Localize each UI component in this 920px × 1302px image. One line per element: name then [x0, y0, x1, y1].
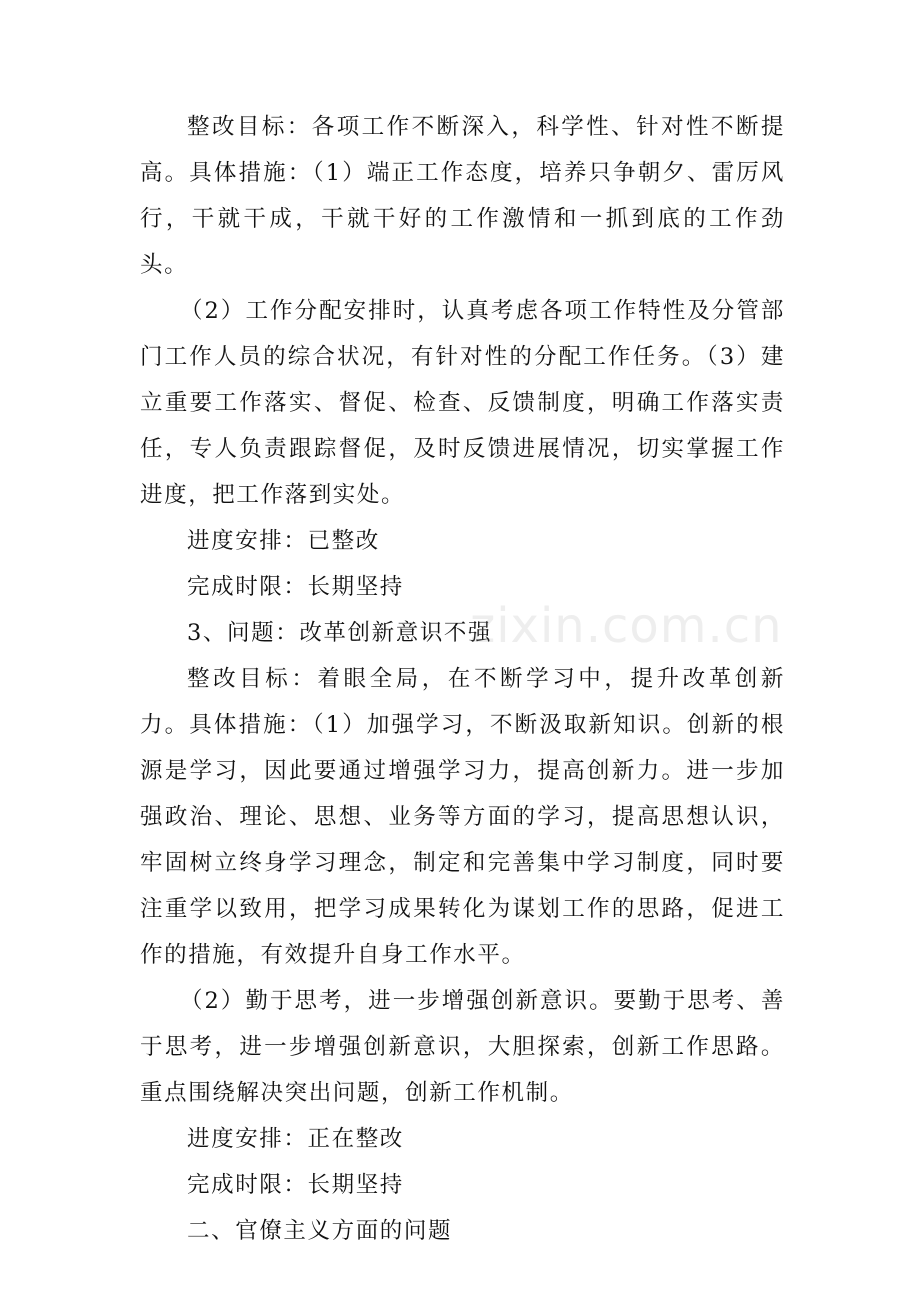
paragraph-goal-measures-1: 整改目标：各项工作不断深入，科学性、针对性不断提高。具体措施：（1）端正工作态度，培养只争朝夕、雷厉风行，干就干成，干就干好的工作激情和一抓到底的工作劲头。: [140, 114, 785, 278]
paragraph-deadline-1: 完成时限：长期坚持: [187, 574, 404, 600]
watermark-text: zixin.com.cn: [470, 598, 783, 654]
section-heading-bureaucratism: 二、官僚主义方面的问题: [187, 1218, 453, 1244]
paragraph-deadline-2: 完成时限：长期坚持: [187, 1172, 404, 1198]
document-body: [140, 104, 785, 1254]
paragraph-progress-1: 进度安排：已整改: [187, 528, 380, 554]
paragraph-goal-measures-innovation: 整改目标：着眼全局，在不断学习中，提升改革创新力。具体措施：（1）加强学习，不断汲取新知识。创新的根源是学习，因此要通过增强学习力，提高创新力。进一步加强政治、理论、思想、业务等方面的学习，提高思想认识，牢固树立终身学习理念，制定和完善集中学习制度，同时要注重学以致用，把学习成果转化为谋划工作的思路，促进工作的措施，有效提升自身工作水平。: [140, 666, 785, 968]
paragraph-measure-think: （2）勤于思考，进一步增强创新意识。要勤于思考、善于思考，进一步增强创新意识，大胆探索，创新工作思路。重点围绕解决突出问题，创新工作机制。: [140, 988, 785, 1106]
paragraph-measures-2-3: （2）工作分配安排时，认真考虑各项工作特性及分管部门工作人员的综合状况，有针对性的分配工作任务。（3）建立重要工作落实、督促、检查、反馈制度，明确工作落实责任，专人负责跟踪督促，及时反馈进展情况，切实掌握工作进度，把工作落到实处。: [140, 298, 785, 508]
paragraph-progress-2: 进度安排：正在整改: [187, 1126, 404, 1152]
paragraph-issue-3: 3、问题：改革创新意识不强: [187, 620, 493, 646]
